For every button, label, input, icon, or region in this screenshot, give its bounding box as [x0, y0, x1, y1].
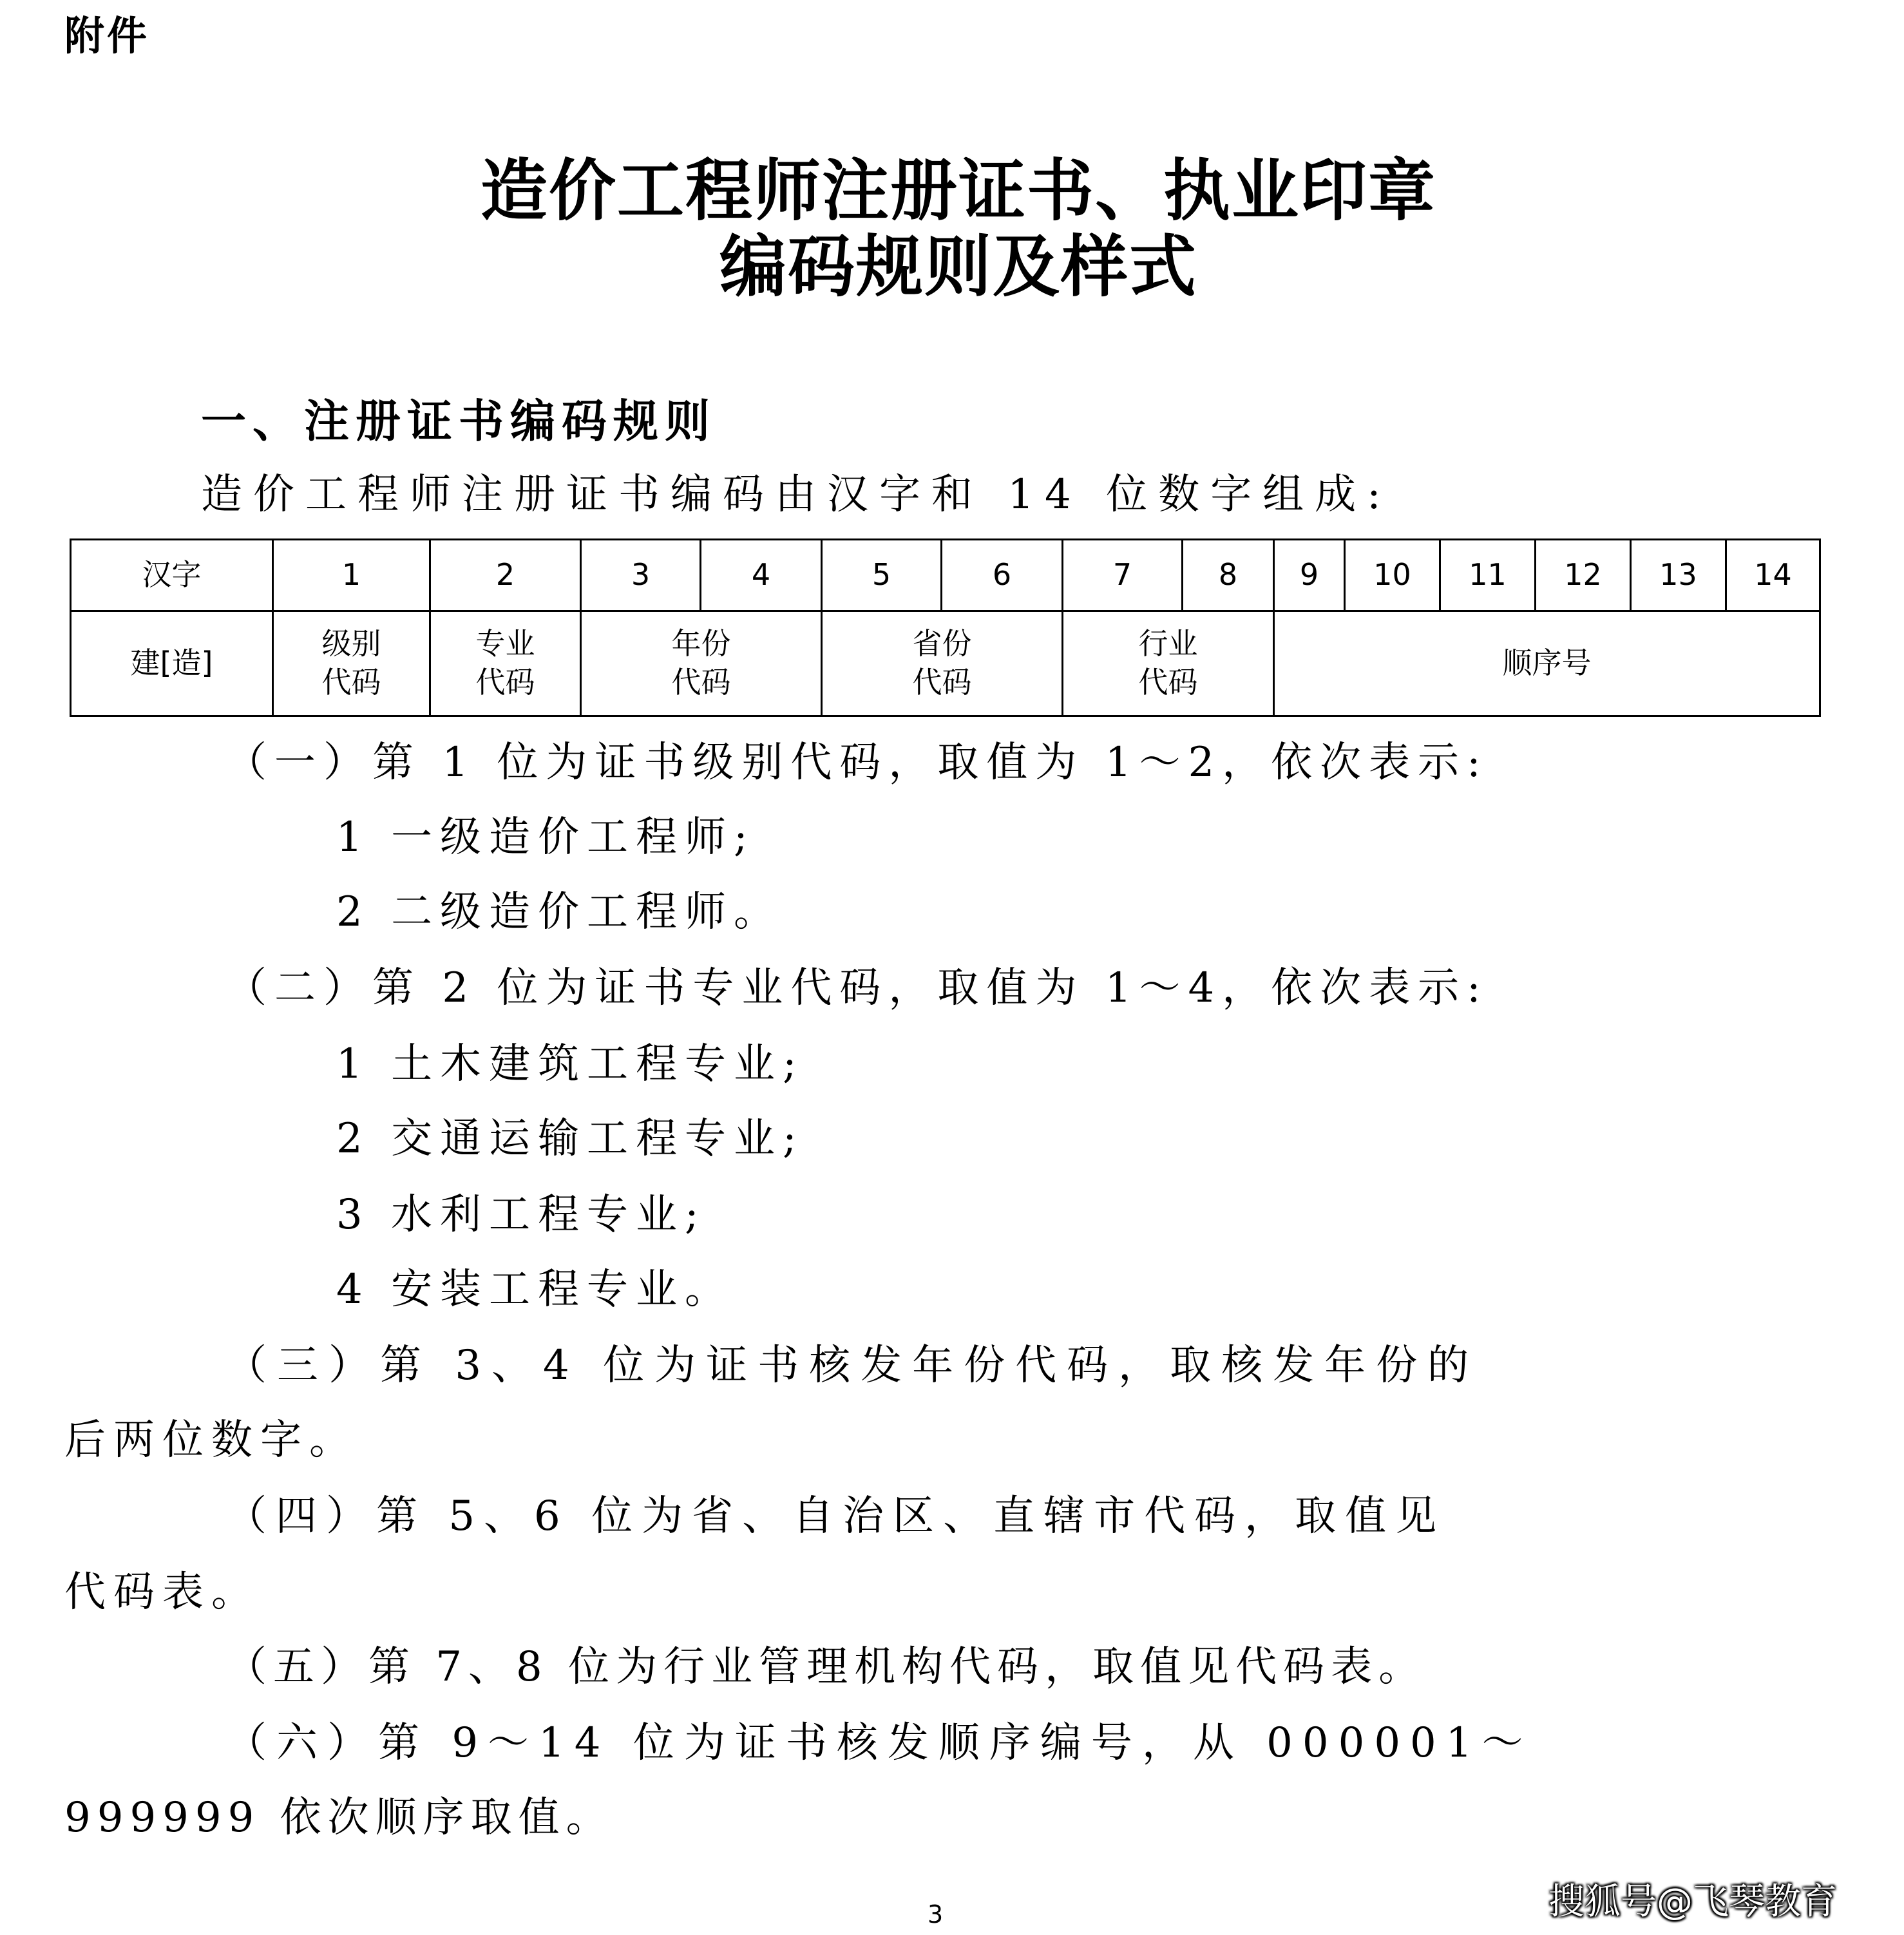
- list-item: （二）第 2 位为证书专业代码，取值为 1～4，依次表示:: [225, 964, 1489, 1012]
- list-item: （一）第 1 位为证书级别代码，取值为 1～2，依次表示:: [225, 739, 1489, 786]
- list-item: 999999 依次顺序取值。: [64, 1794, 614, 1842]
- table-cell-level-code: [273, 611, 430, 716]
- watermark: 搜狐号@飞琴教育: [1548, 1881, 1837, 1923]
- cell-line: 年份: [671, 626, 731, 662]
- list-item: 后两位数字。: [64, 1416, 358, 1464]
- list-item: 1 土木建筑工程专业;: [336, 1040, 804, 1088]
- cell-line: 代码: [912, 665, 972, 700]
- list-item: 代码表。: [64, 1568, 260, 1616]
- cell-line: 专业: [475, 626, 535, 662]
- table-cell-major-code: [430, 611, 581, 716]
- cell-line: 代码: [321, 665, 381, 700]
- table-cell: 14: [1726, 540, 1820, 611]
- table-cell: 13: [1631, 540, 1726, 611]
- table-cell-year-code: [581, 611, 822, 716]
- list-item: 3 水利工程专业;: [336, 1191, 707, 1239]
- cell-line: 代码: [671, 665, 731, 700]
- table-cell: 5: [822, 540, 942, 611]
- table-cell: 10: [1345, 540, 1440, 611]
- list-item: （三）第 3、4 位为证书核发年份代码，取核发年份的: [225, 1342, 1480, 1389]
- document-title-line2: 编码规则及样式: [719, 227, 1197, 306]
- table-cell: 7: [1063, 540, 1183, 611]
- section-intro: 造价工程师注册证书编码由汉字和 14 位数字组成:: [201, 471, 1392, 519]
- table-cell-province-code: [822, 611, 1063, 716]
- table-cell: 1: [273, 540, 430, 611]
- table-cell: 汉字: [71, 540, 273, 611]
- list-item: （六）第 9～14 位为证书核发顺序编号，从 000001～: [225, 1719, 1533, 1767]
- table-cell-industry-code: [1063, 611, 1274, 716]
- table-cell: 6: [942, 540, 1063, 611]
- list-item: （四）第 5、6 位为省、自治区、直辖市代码，取值见: [225, 1492, 1446, 1540]
- list-item: 2 交通运输工程专业;: [336, 1115, 804, 1163]
- list-item: 4 安装工程专业。: [336, 1266, 734, 1313]
- table-cell: 8: [1183, 540, 1274, 611]
- page-number: 3: [928, 1900, 944, 1929]
- table-row-digit-positions: [71, 540, 1820, 611]
- table-cell: 9: [1274, 540, 1345, 611]
- certificate-code-table: [70, 539, 1821, 717]
- cell-line: 级别: [321, 626, 381, 662]
- table-cell-sequence-number: 顺序号: [1274, 611, 1820, 716]
- table-cell: 2: [430, 540, 581, 611]
- list-item: （五）第 7、8 位为行业管理机构代码，取值见代码表。: [225, 1643, 1427, 1691]
- table-cell-hanzi: 建[造]: [71, 611, 273, 716]
- section-heading: 一、注册证书编码规则: [201, 395, 716, 448]
- cell-line: 省份: [912, 626, 972, 662]
- list-item: 1 一级造价工程师;: [336, 814, 756, 861]
- document-title-line1: 造价工程师注册证书、执业印章: [480, 151, 1436, 230]
- cell-line: 行业: [1138, 626, 1198, 662]
- table-cell: 3: [581, 540, 701, 611]
- table-cell: 4: [701, 540, 822, 611]
- list-item: 2 二级造价工程师。: [336, 888, 783, 936]
- table-row-meanings: [71, 611, 1820, 716]
- table-cell: 12: [1536, 540, 1631, 611]
- attachment-label: 附件: [64, 12, 150, 59]
- table-cell: 11: [1440, 540, 1536, 611]
- cell-line: 代码: [475, 665, 535, 700]
- cell-line: 代码: [1138, 665, 1198, 700]
